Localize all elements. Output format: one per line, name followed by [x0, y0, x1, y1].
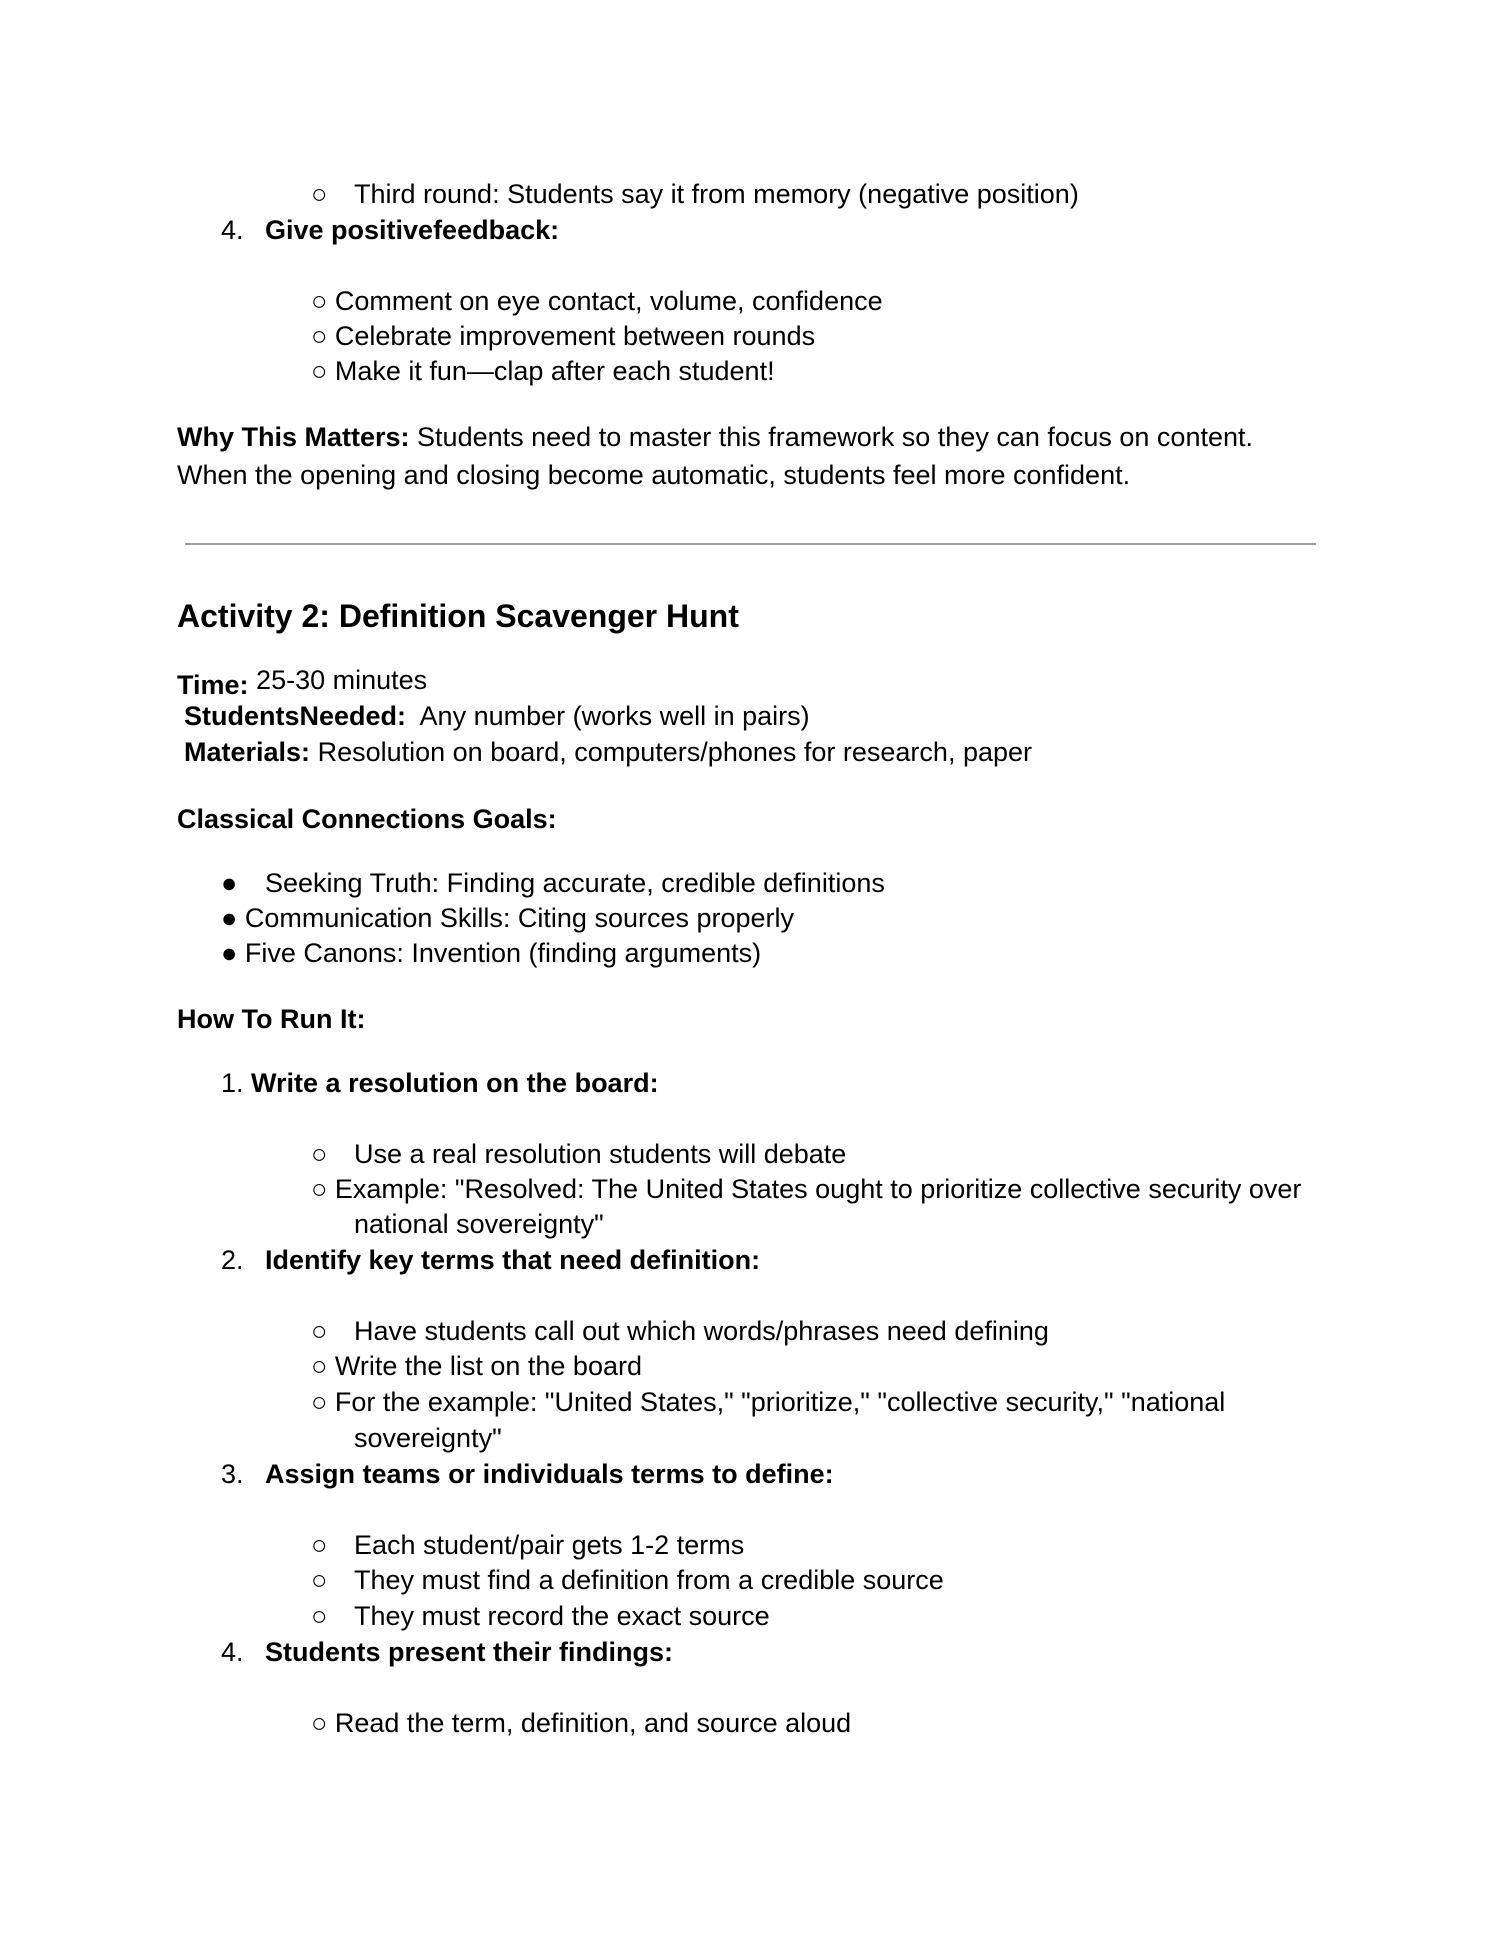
time-value: 25-30 minutes	[256, 665, 428, 695]
materials-value: Resolution on board, computers/phones for research, paper	[317, 737, 1032, 767]
hollow-bullet-icon: ○	[311, 1351, 328, 1381]
why-text: Students need to master this framework so they can focus on content.	[417, 422, 1253, 452]
goal-item-text: Communication Skills: Citing sources properly	[244, 903, 795, 933]
list-item	[311, 1705, 851, 1741]
list-item-text: Use a real resolution students will debate	[354, 1139, 847, 1169]
list-item-text: Each student/pair gets 1-2 terms	[354, 1530, 745, 1560]
list-item-text: Celebrate improvement between rounds	[334, 321, 816, 351]
why-paragraph-line1	[177, 419, 1253, 455]
howto-heading: How To Run It:	[177, 1004, 366, 1034]
step-number: 4.	[221, 1637, 244, 1667]
step-number: 3.	[221, 1459, 244, 1489]
step-row	[221, 1065, 659, 1101]
list-item-text: Example: "Resolved: The United States ought to prioritize collective security over	[334, 1174, 1302, 1204]
hollow-bullet-icon: ○	[311, 286, 328, 316]
list-item-text: Write the list on the board	[334, 1351, 642, 1381]
students-value: Any number (works well in pairs)	[419, 701, 810, 731]
list-item-continuation: sovereignty"	[354, 1423, 502, 1453]
horizontal-divider	[185, 543, 1316, 545]
step-number: 4.	[221, 215, 244, 245]
time-label: Time:	[177, 670, 249, 700]
list-item-text: Read the term, definition, and source aloud	[334, 1708, 852, 1738]
list-item-text: Third round: Students say it from memory (negative position)	[354, 179, 1079, 209]
step-number: 2.	[221, 1245, 244, 1275]
students-row	[184, 698, 810, 734]
time-row	[177, 662, 427, 698]
filled-bullet-icon: ●	[221, 903, 238, 933]
hollow-bullet-icon: ○	[311, 179, 328, 209]
list-item	[311, 1384, 1225, 1420]
activity-title: Activity 2: Definition Scavenger Hunt	[177, 598, 739, 634]
hollow-bullet-icon: ○	[311, 1387, 328, 1417]
hollow-bullet-icon: ○	[311, 1530, 328, 1560]
why-paragraph-line2: When the opening and closing become automatic, students feel more confident.	[177, 460, 1131, 490]
hollow-bullet-icon: ○	[311, 1708, 328, 1738]
list-item	[311, 353, 775, 389]
list-item-text: Comment on eye contact, volume, confidence	[334, 286, 883, 316]
list-item-text: Make it fun—clap after each student!	[334, 356, 775, 386]
why-label: Why This Matters:	[177, 422, 410, 452]
step-label: Write a resolution on the board:	[251, 1068, 659, 1098]
goals-heading: Classical Connections Goals:	[177, 804, 557, 834]
hollow-bullet-icon: ○	[311, 1174, 328, 1204]
list-item	[311, 1348, 642, 1384]
step-label: Assign teams or individuals terms to define:	[265, 1459, 834, 1489]
hollow-bullet-icon: ○	[311, 1139, 328, 1169]
step-label: Give positivefeedback:	[265, 215, 560, 245]
goal-item-text: Five Canons: Invention (finding arguments)	[244, 938, 762, 968]
step-label: Identify key terms that need definition:	[265, 1245, 761, 1275]
list-item-text: They must record the exact source	[354, 1601, 770, 1631]
list-item-continuation: national sovereignty"	[354, 1209, 604, 1239]
step-number: 1.	[221, 1068, 244, 1098]
hollow-bullet-icon: ○	[311, 1565, 328, 1595]
filled-bullet-icon: ●	[221, 868, 238, 898]
materials-row	[184, 734, 1032, 770]
goal-item	[221, 935, 761, 971]
goal-item-text: Seeking Truth: Finding accurate, credible definitions	[265, 868, 885, 898]
list-item	[311, 283, 883, 319]
hollow-bullet-icon: ○	[311, 1316, 328, 1346]
list-item-text: For the example: "United States," "prioritize," "collective security," "national	[334, 1387, 1226, 1417]
hollow-bullet-icon: ○	[311, 1601, 328, 1631]
list-item	[311, 318, 815, 354]
filled-bullet-icon: ●	[221, 938, 238, 968]
hollow-bullet-icon: ○	[311, 321, 328, 351]
materials-label: Materials:	[184, 737, 311, 767]
goal-item	[221, 900, 794, 936]
list-item-text: They must find a definition from a credible source	[354, 1565, 944, 1595]
students-label: StudentsNeeded:	[184, 701, 407, 731]
list-item-text: Have students call out which words/phrases need defining	[354, 1316, 1049, 1346]
step-label: Students present their findings:	[265, 1637, 674, 1667]
list-item	[311, 1171, 1301, 1207]
hollow-bullet-icon: ○	[311, 356, 328, 386]
